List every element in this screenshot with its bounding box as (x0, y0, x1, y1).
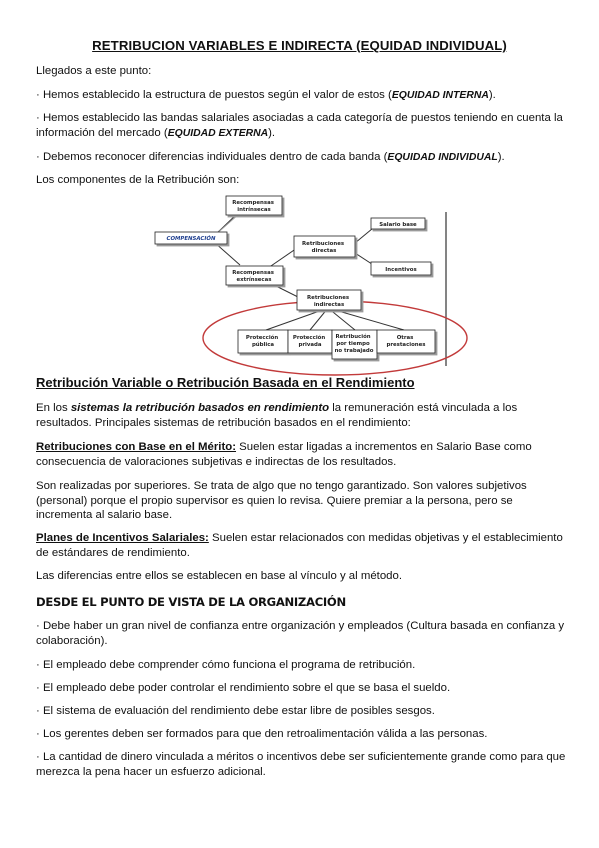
label-prot-privada-2: privada (298, 342, 322, 348)
label-otras-2: prestaciones (386, 342, 426, 348)
svg-text:Retribución por tiempo (335, 333, 374, 354)
label-ret-directas-2: directas (311, 248, 337, 254)
intro-bullet-1: · Hemos establecido la estructura de puestos según el valor de estos (EQUIDAD INTERNA). (36, 89, 496, 101)
equidad-interna-emphasis: EQUIDAD INTERNA (391, 90, 489, 101)
components-intro: Los componentes de la Retribución son: (36, 174, 240, 186)
label-ret-tiempo-3: no trabajado (334, 348, 374, 354)
label-rec-intrinsecas-1: Recompensas (232, 200, 274, 206)
equidad-individual-emphasis: EQUIDAD INDIVIDUAL (387, 152, 498, 163)
label-rec-extrinsecas-1: Recompensas (232, 270, 274, 276)
label-compensacion: COMPENSACIÓN (166, 236, 216, 242)
label-ret-tiempo-2: por tiempo (336, 341, 370, 347)
section-paragraph-5: Las diferencias entre ellos se establecen en base al vínculo y al método. (36, 570, 402, 582)
org-item: · El empleado debe poder controlar el rendimiento sobre el que se basa el sueldo. (36, 682, 451, 694)
svg-text:Recompensas extrínsecas (232, 270, 276, 283)
org-item: · Los gerentes deben ser formados para que den retroalimentación válida a las personas. (36, 728, 488, 740)
label-rec-intrinsecas-2: intrínsecas (237, 207, 271, 213)
svg-text:Recompensas intrínsecas (232, 200, 276, 213)
label-ret-tiempo-1: Retribución (335, 334, 371, 340)
merito-lead: Retribuciones con Base en el Mérito: (36, 441, 237, 453)
label-salario-base: Salario base (379, 222, 417, 228)
label-ret-indirectas-1: Retribuciones (307, 295, 350, 301)
intro-bullet-3: · Debemos reconocer diferencias individuales dentro de cada banda (EQUIDAD INDIVIDUAL). (36, 151, 505, 163)
org-item: · Debe haber un gran nivel de confianza entre organización y empleados (Cultura basada en confianza y colaboración). (36, 620, 565, 647)
intro-bullet-2: · Hemos establecido las bandas salariales asociadas a cada categoría de puestos teniendo en cuenta la información del mercado (EQUIDAD EXTERNA). (36, 112, 563, 139)
label-prot-publica-2: pública (251, 342, 275, 348)
label-prot-privada-1: Protección (292, 335, 326, 341)
label-ret-indirectas-2: indirectas (313, 302, 345, 308)
sistemas-emphasis: sistemas la retribución basados en rendimiento (70, 402, 330, 414)
label-rec-extrinsecas-2: extrínsecas (236, 277, 272, 283)
org-item: · La cantidad de dinero vinculada a méritos o incentivos debe ser suficientemente grande como para que merezca la pena hacer un esfuerzo adicional. (36, 751, 566, 778)
org-heading: DESDE EL PUNTO DE VISTA DE LA ORGANIZACIÓN (36, 595, 346, 609)
section-heading: Retribución Variable o Retribución Basada en el Rendimiento (36, 375, 415, 390)
equidad-externa-emphasis: EQUIDAD EXTERNA (167, 127, 269, 139)
incentivos-lead: Planes de Incentivos Salariales: (36, 532, 209, 544)
org-item: · El empleado debe comprender cómo funciona el programa de retribución. (36, 659, 416, 671)
section-paragraph-3: Son realizadas por superiores. Se trata de algo que no tengo garantizado. Son valores subjetivos (personal) porque el propio supervisor es quien lo revisa. Quiere premiar a la persona, pero se incrementa al salario base. (36, 480, 527, 521)
org-item: · El sistema de evaluación del rendimiento debe estar libre de posibles sesgos. (36, 705, 435, 717)
label-otras-1: Otras (396, 335, 414, 341)
page-title: RETRIBUCION VARIABLES E INDIRECTA (EQUIDAD INDIVIDUAL) (92, 38, 507, 53)
label-prot-publica-1: Protección (245, 335, 279, 341)
intro-lead: Llegados a este punto: (36, 65, 152, 77)
label-incentivos: Incentivos (385, 267, 417, 273)
section-paragraph-merito: Retribuciones con Base en el Mérito: Suelen estar ligadas a incrementos en Salario Base como consecuencia de valoraciones subjetivas e indirectas de los resultados. (36, 441, 532, 468)
label-ret-directas-1: Retribuciones (302, 241, 345, 247)
section-paragraph-1: En los sistemas la retribución basados en rendimiento la remuneración está vinculada a los resultados. Principales sistemas de retribución basados en el rendimiento: (36, 402, 518, 429)
section-paragraph-incentivos: Planes de Incentivos Salariales: Suelen estar relacionados con medidas objetivas y el establecimiento de estándares de rendimiento. (36, 532, 563, 559)
